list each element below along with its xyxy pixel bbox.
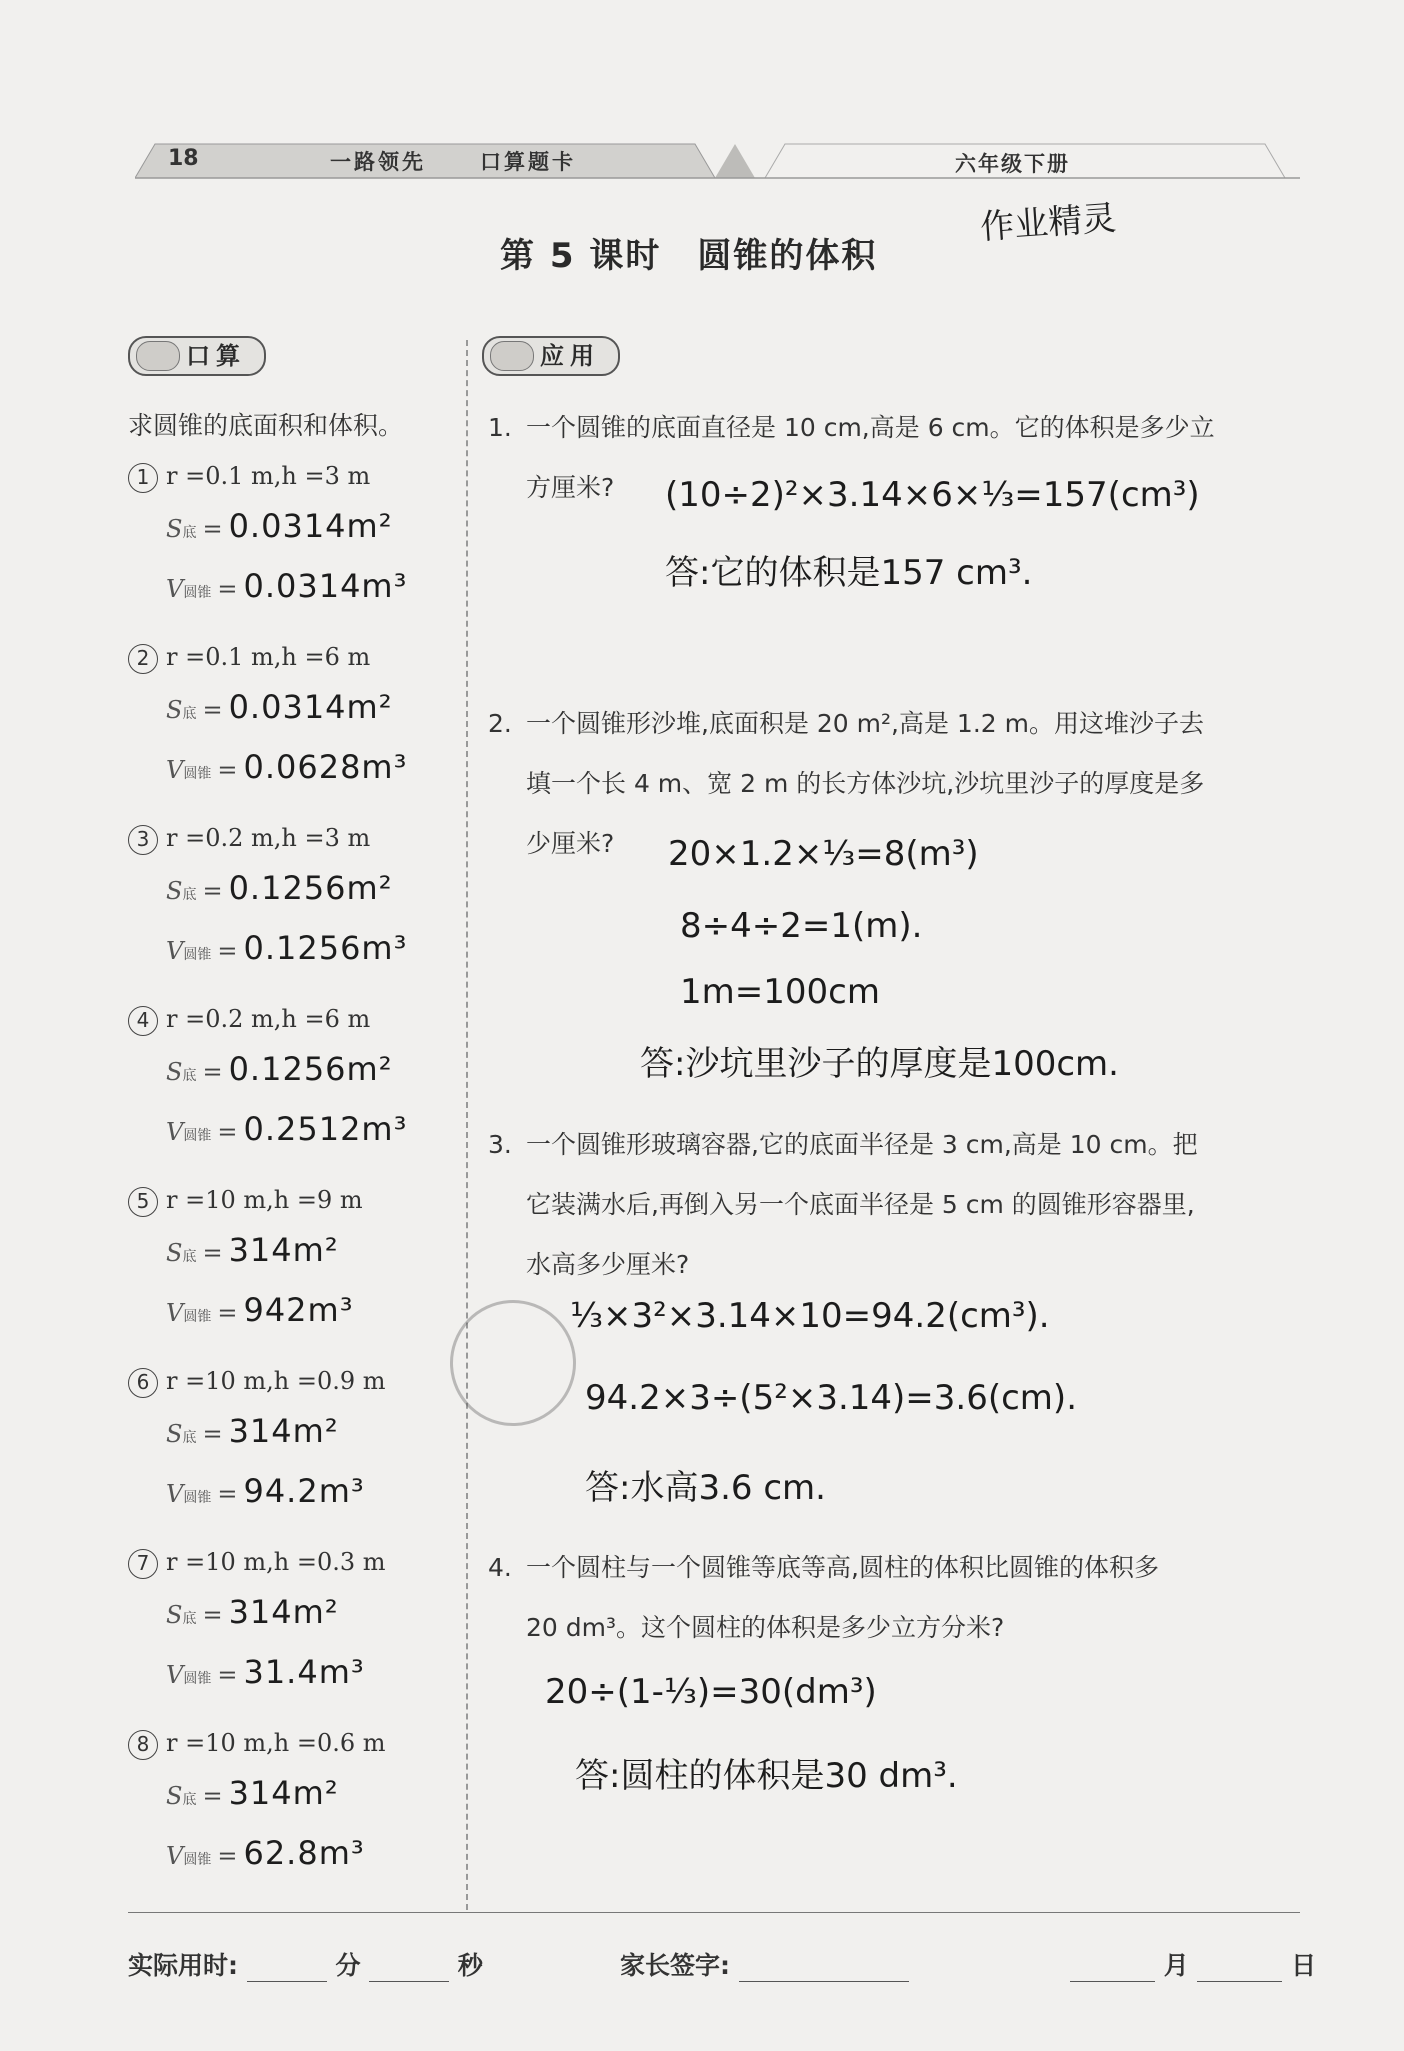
oral-params	[128, 999, 458, 1039]
oral-item	[128, 1723, 458, 1883]
section-tag-apply	[482, 336, 620, 376]
handwritten-area: 314m²	[228, 1593, 339, 1631]
answer-work-line: (10÷2)²×3.14×6×⅓=157(cm³)	[665, 475, 1200, 515]
area-symbol: S	[166, 1601, 183, 1629]
volume-subscript: 圆锥	[183, 1309, 212, 1325]
area-subscript: 底	[182, 1792, 197, 1808]
oral-item	[128, 1180, 458, 1340]
radius-height: r =0.1 m,h =6 m	[166, 643, 371, 671]
area-symbol: S	[166, 1782, 183, 1810]
oral-params	[128, 456, 458, 496]
answer-statement: 答:它的体积是157 cm³.	[665, 553, 1033, 593]
equals-sign: =	[217, 1299, 238, 1327]
question-text: 填一个长 4 m、宽 2 m 的长方体沙坑,沙坑里沙子的厚度是多	[526, 769, 1205, 798]
lesson-title	[500, 228, 877, 277]
time-label: 实际用时:	[128, 1951, 238, 1980]
oral-item	[128, 818, 458, 978]
oral-params	[128, 1723, 458, 1763]
seconds-label: 秒	[457, 1951, 483, 1980]
volume-row	[128, 1280, 458, 1340]
equals-sign: =	[202, 1420, 223, 1448]
page-number: 18	[168, 146, 199, 171]
base-area-row	[128, 1582, 458, 1642]
signature-blank[interactable]	[739, 1957, 909, 1982]
handwritten-volume: 62.8m³	[243, 1834, 365, 1872]
answer-work-line: 20÷(1-⅓)=30(dm³)	[545, 1672, 877, 1712]
handwritten-area: 0.0314m²	[228, 507, 393, 545]
base-area-row	[128, 1763, 458, 1823]
volume-symbol: V	[166, 1661, 184, 1689]
volume-subscript: 圆锥	[183, 1490, 212, 1506]
volume-subscript: 圆锥	[183, 947, 212, 963]
item-number: 7	[128, 1549, 158, 1579]
answer-work-line: 94.2×3÷(5²×3.14)=3.6(cm).	[585, 1378, 1078, 1418]
handwritten-area: 0.1256m²	[228, 869, 393, 907]
lesson-name: 圆锥的体积	[697, 236, 878, 276]
volume-row	[128, 1461, 458, 1521]
volume-subscript: 圆锥	[183, 585, 212, 601]
day-blank[interactable]	[1197, 1957, 1282, 1982]
month-label: 月	[1163, 1951, 1189, 1980]
volume-row	[128, 1099, 458, 1159]
minutes-label: 分	[335, 1951, 361, 1980]
volume-symbol: V	[166, 937, 184, 965]
mascot-icon	[136, 341, 180, 371]
column-divider	[466, 340, 468, 1910]
handwritten-area: 314m²	[228, 1412, 339, 1450]
volume-subscript: 圆锥	[183, 766, 212, 782]
area-symbol: S	[166, 1058, 183, 1086]
item-number: 4	[128, 1006, 158, 1036]
oral-params	[128, 1542, 458, 1582]
item-number: 6	[128, 1368, 158, 1398]
oral-item	[128, 999, 458, 1159]
area-subscript: 底	[182, 1611, 197, 1627]
radius-height: r =0.1 m,h =3 m	[166, 462, 371, 490]
question-text: 一个圆锥的底面直径是 10 cm,高是 6 cm。它的体积是多少立	[526, 413, 1215, 442]
seconds-blank[interactable]	[369, 1957, 449, 1982]
volume-symbol: V	[166, 1118, 184, 1146]
volume-symbol: V	[166, 756, 184, 784]
answer-work-line: 20×1.2×⅓=8(m³)	[668, 834, 979, 874]
answer-statement: 答:沙坑里沙子的厚度是100cm.	[640, 1044, 1119, 1084]
item-number: 2	[128, 644, 158, 674]
question-3	[488, 1115, 1308, 1295]
oral-params	[128, 1361, 458, 1401]
equals-sign: =	[217, 575, 238, 603]
radius-height: r =0.2 m,h =3 m	[166, 824, 371, 852]
equals-sign: =	[217, 937, 238, 965]
equals-sign: =	[202, 1058, 223, 1086]
answer-statement: 答:水高3.6 cm.	[585, 1468, 826, 1508]
area-symbol: S	[166, 877, 183, 905]
answer-work-line: ⅓×3²×3.14×10=94.2(cm³).	[570, 1296, 1050, 1336]
oral-item	[128, 637, 458, 797]
question-number: 3.	[488, 1130, 512, 1159]
handwritten-area: 314m²	[228, 1774, 339, 1812]
equals-sign: =	[202, 696, 223, 724]
volume-symbol: V	[166, 1842, 184, 1870]
base-area-row	[128, 496, 458, 556]
equals-sign: =	[202, 1782, 223, 1810]
area-symbol: S	[166, 1420, 183, 1448]
base-area-row	[128, 858, 458, 918]
question-number: 2.	[488, 709, 512, 738]
grade-label: 六年级下册	[955, 152, 1070, 176]
area-subscript: 底	[182, 1068, 197, 1084]
volume-row	[128, 1642, 458, 1702]
handwritten-volume: 0.0314m³	[243, 567, 408, 605]
area-symbol: S	[166, 1239, 183, 1267]
radius-height: r =0.2 m,h =6 m	[166, 1005, 371, 1033]
handwritten-volume: 942m³	[243, 1291, 354, 1329]
radius-height: r =10 m,h =0.3 m	[166, 1548, 386, 1576]
section-label: 口算	[186, 342, 246, 370]
handwritten-note: 作业精灵	[979, 198, 1118, 248]
item-number: 5	[128, 1187, 158, 1217]
area-subscript: 底	[182, 1249, 197, 1265]
oral-item	[128, 1542, 458, 1702]
month-blank[interactable]	[1070, 1957, 1155, 1982]
question-text: 20 dm³。这个圆柱的体积是多少立方分米?	[526, 1613, 1005, 1642]
oral-item	[128, 456, 458, 616]
oral-item	[128, 1361, 458, 1521]
item-number: 8	[128, 1730, 158, 1760]
area-symbol: S	[166, 696, 183, 724]
oral-params	[128, 637, 458, 677]
volume-row	[128, 737, 458, 797]
equals-sign: =	[217, 1661, 238, 1689]
section-tag-oral	[128, 336, 266, 376]
equals-sign: =	[217, 1842, 238, 1870]
question-text: 水高多少厘米?	[526, 1250, 690, 1279]
time-used-field	[128, 1946, 483, 1982]
question-text: 一个圆锥形沙堆,底面积是 20 m²,高是 1.2 m。用这堆沙子去	[526, 709, 1204, 738]
base-area-row	[128, 1401, 458, 1461]
radius-height: r =10 m,h =9 m	[166, 1186, 363, 1214]
area-symbol: S	[166, 515, 183, 543]
handwritten-volume: 0.1256m³	[243, 929, 408, 967]
base-area-row	[128, 677, 458, 737]
volume-symbol: V	[166, 1299, 184, 1327]
question-text: 方厘米?	[526, 473, 615, 502]
question-number: 1.	[488, 413, 512, 442]
volume-symbol: V	[166, 1480, 184, 1508]
volume-subscript: 圆锥	[183, 1128, 212, 1144]
volume-subscript: 圆锥	[183, 1852, 212, 1868]
item-number: 3	[128, 825, 158, 855]
base-area-row	[128, 1220, 458, 1280]
handwritten-volume: 31.4m³	[243, 1653, 365, 1691]
equals-sign: =	[217, 1480, 238, 1508]
lesson-number: 第 5 课时	[500, 236, 662, 276]
radius-height: r =10 m,h =0.6 m	[166, 1729, 386, 1757]
equals-sign: =	[202, 1601, 223, 1629]
oral-params	[128, 1180, 458, 1220]
question-text: 一个圆柱与一个圆锥等底等高,圆柱的体积比圆锥的体积多	[526, 1553, 1159, 1582]
volume-row	[128, 918, 458, 978]
area-subscript: 底	[182, 1430, 197, 1446]
equals-sign: =	[217, 1118, 238, 1146]
answer-work-line: 8÷4÷2=1(m).	[680, 906, 923, 946]
handwritten-area: 0.1256m²	[228, 1050, 393, 1088]
series-subtitle: 口算题卡	[480, 150, 576, 174]
day-label: 日	[1291, 1951, 1317, 1980]
handwritten-volume: 0.2512m³	[243, 1110, 408, 1148]
question-text: 少厘米?	[526, 829, 615, 858]
date-field	[1070, 1946, 1316, 1982]
footer-rule	[128, 1912, 1300, 1913]
volume-row	[128, 1823, 458, 1883]
item-number: 1	[128, 463, 158, 493]
series-title: 一路领先	[330, 150, 426, 174]
parent-label: 家长签字:	[620, 1951, 730, 1980]
mascot-icon	[490, 341, 534, 371]
oral-instruction: 求圆锥的底面积和体积。	[128, 411, 404, 440]
equals-sign: =	[217, 756, 238, 784]
minutes-blank[interactable]	[247, 1957, 327, 1982]
handwritten-volume: 0.0628m³	[243, 748, 408, 786]
question-4	[488, 1538, 1308, 1658]
equals-sign: =	[202, 515, 223, 543]
volume-subscript: 圆锥	[183, 1671, 212, 1687]
question-text: 它装满水后,再倒入另一个底面半径是 5 cm 的圆锥形容器里,	[526, 1190, 1195, 1219]
question-number: 4.	[488, 1553, 512, 1582]
radius-height: r =10 m,h =0.9 m	[166, 1367, 386, 1395]
area-subscript: 底	[182, 525, 197, 541]
volume-symbol: V	[166, 575, 184, 603]
area-subscript: 底	[182, 706, 197, 722]
equals-sign: =	[202, 877, 223, 905]
equals-sign: =	[202, 1239, 223, 1267]
question-text: 一个圆锥形玻璃容器,它的底面半径是 3 cm,高是 10 cm。把	[526, 1130, 1198, 1159]
parent-signature-field	[620, 1946, 909, 1982]
answer-work-line: 1m=100cm	[680, 972, 880, 1012]
header-band	[135, 140, 1300, 180]
section-label: 应用	[540, 342, 600, 370]
answer-statement: 答:圆柱的体积是30 dm³.	[575, 1756, 958, 1796]
volume-row	[128, 556, 458, 616]
area-subscript: 底	[182, 887, 197, 903]
handwritten-volume: 94.2m³	[243, 1472, 365, 1510]
base-area-row	[128, 1039, 458, 1099]
handwritten-area: 314m²	[228, 1231, 339, 1269]
handwritten-area: 0.0314m²	[228, 688, 393, 726]
oral-params	[128, 818, 458, 858]
